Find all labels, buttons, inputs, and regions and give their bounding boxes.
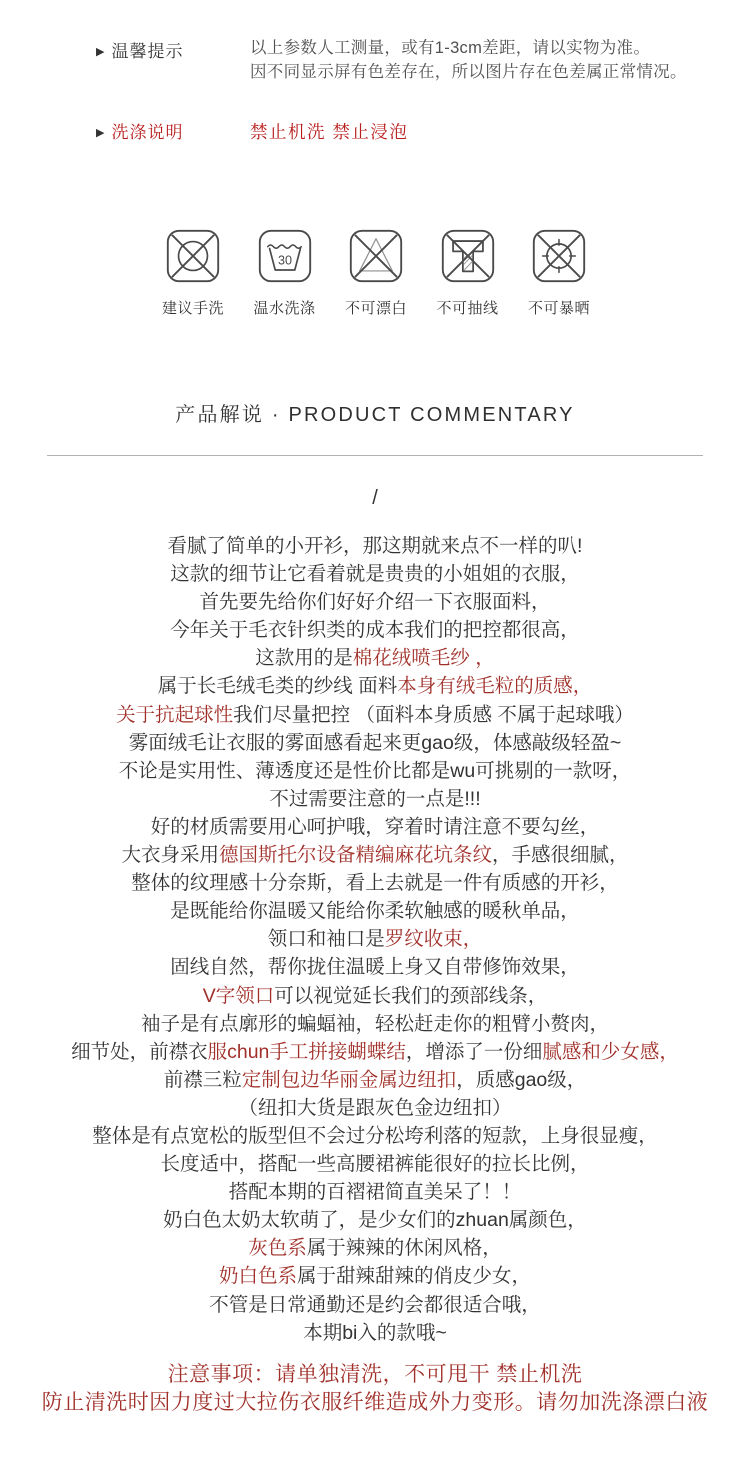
body-line: 看腻了简单的小开衫，那这期就来点不一样的叭! bbox=[167, 535, 583, 557]
body-line: 雾面绒毛让衣服的雾面感看起来更gao级，体感敲级轻盈~ bbox=[128, 731, 622, 754]
body-line: 今年关于毛衣针织类的成本我们的把控都很高， bbox=[170, 619, 580, 642]
body-line: 不管是日常通勤还是约会都很适合哦， bbox=[209, 1293, 541, 1316]
care-item-no-sun-dry bbox=[529, 228, 589, 318]
care-icons-row bbox=[163, 228, 589, 318]
slash-divider: / bbox=[372, 487, 378, 509]
body-line: 奶白色系属于甜辣甜辣的俏皮少女， bbox=[218, 1265, 532, 1288]
body-line: 不过需要注意的一点是!!! bbox=[269, 787, 481, 810]
care-note-line-1: 注意事项：请单独清洗，不可甩干 禁止机洗 bbox=[167, 1363, 583, 1386]
body-line: 奶白色太奶太软萌了，是少女们的zhuan属颜色， bbox=[163, 1209, 587, 1232]
warm-tips-text bbox=[250, 36, 687, 84]
body-line: 属于长毛绒毛类的纱线 面料本身有绒毛粒的质感， bbox=[157, 675, 593, 698]
commentary-section-title: 产品解说 · PRODUCT COMMENTARY bbox=[175, 404, 575, 426]
care-label: 不可抽线 bbox=[436, 300, 499, 317]
washing-instructions-text: 禁止机洗 禁止浸泡 bbox=[250, 122, 409, 142]
no-thread-pull-icon bbox=[440, 228, 496, 284]
warm-tips-label: 温馨提示 bbox=[111, 42, 184, 61]
body-line: V字领口可以视觉延长我们的颈部线条， bbox=[202, 984, 548, 1007]
body-line: 前襟三粒定制包边华丽金属边纽扣，质感gao级， bbox=[163, 1068, 587, 1091]
commentary-body bbox=[0, 532, 750, 1347]
body-line: 好的材质需要用心呵护哦，穿着时请注意不要勾丝， bbox=[150, 815, 600, 838]
warm-tips-line-1: 以上参数人工测量，或有1-3cm差距，请以实物为准。 bbox=[250, 39, 651, 57]
body-line: 这款用的是棉花绒喷毛纱 ， bbox=[255, 647, 495, 670]
washing-instructions-row bbox=[96, 118, 183, 143]
body-line: 整体的纹理感十分奈斯，看上去就是一件有质感的开衫， bbox=[131, 872, 619, 895]
care-label: 不可漂白 bbox=[345, 300, 408, 317]
body-line: 大衣身采用德国斯托尔设备精编麻花坑条纹，手感很细腻， bbox=[121, 844, 629, 867]
care-item-hand-wash bbox=[163, 228, 223, 318]
body-line: 灰色系属于辣辣的休闲风格， bbox=[248, 1237, 502, 1260]
hand-wash-icon bbox=[165, 228, 221, 284]
warm-water-wash-icon bbox=[257, 228, 313, 284]
care-item-no-thread-pull bbox=[438, 228, 498, 318]
body-line: 关于抗起球性我们尽量把控 （面料本身质感 不属于起球哦） bbox=[116, 703, 634, 726]
care-label: 不可暴晒 bbox=[528, 300, 591, 317]
warm-tips-line-2: 因不同显示屏有色差存在，所以图片存在色差属正常情况。 bbox=[250, 63, 687, 81]
care-note-line-2: 防止清洗时因力度过大拉伤衣服纤维造成外力变形。请勿加洗涤漂白液 bbox=[41, 1391, 709, 1414]
body-line: 领口和袖口是罗纹收束， bbox=[267, 928, 483, 951]
body-line: （纽扣大货是跟灰色金边纽扣） bbox=[238, 1096, 512, 1119]
water-temp-value: 30 bbox=[277, 253, 292, 268]
no-bleach-icon bbox=[348, 228, 404, 284]
body-line: 细节处，前襟衣服chun手工拼接蝴蝶结，增添了一份细腻感和少女感， bbox=[71, 1040, 679, 1063]
washing-instructions-label: 洗涤说明 bbox=[111, 123, 184, 142]
care-label: 温水洗涤 bbox=[253, 300, 316, 317]
body-line: 是既能给你温暖又能给你柔软触感的暖秋单品， bbox=[170, 900, 580, 923]
no-sun-dry-icon bbox=[531, 228, 587, 284]
body-line: 这款的细节让它看着就是贵贵的小姐姐的衣服， bbox=[170, 563, 580, 586]
body-line: 袖子是有点廓形的蝙蝠袖，轻松赶走你的粗臂小赘肉， bbox=[140, 1012, 609, 1035]
body-line: 搭配本期的百褶裙简直美呆了！！ bbox=[228, 1181, 522, 1204]
care-label: 建议手洗 bbox=[162, 300, 225, 317]
body-line: 首先要先给你们好好介绍一下衣服面料， bbox=[199, 591, 551, 614]
care-item-warm-water bbox=[255, 228, 315, 318]
body-line: 长度适中，搭配一些高腰裙裤能很好的拉长比例， bbox=[160, 1153, 590, 1176]
body-line: 整体是有点宽松的版型但不会过分松垮利落的短款，上身很显瘦， bbox=[92, 1124, 658, 1147]
body-line: 固线自然，帮你拢住温暖上身又自带修饰效果， bbox=[170, 956, 580, 979]
triangle-bullet-icon: ▶ bbox=[96, 127, 105, 139]
care-item-no-bleach bbox=[346, 228, 406, 318]
warm-tips-row bbox=[96, 37, 183, 62]
section-divider-line bbox=[47, 455, 703, 456]
care-notes bbox=[0, 1361, 750, 1417]
body-line: 本期bi入的款哦~ bbox=[303, 1321, 447, 1344]
body-line: 不论是实用性、薄透度还是性价比都是wu可挑剔的一款呀， bbox=[118, 759, 632, 782]
triangle-bullet-icon: ▶ bbox=[96, 46, 105, 58]
